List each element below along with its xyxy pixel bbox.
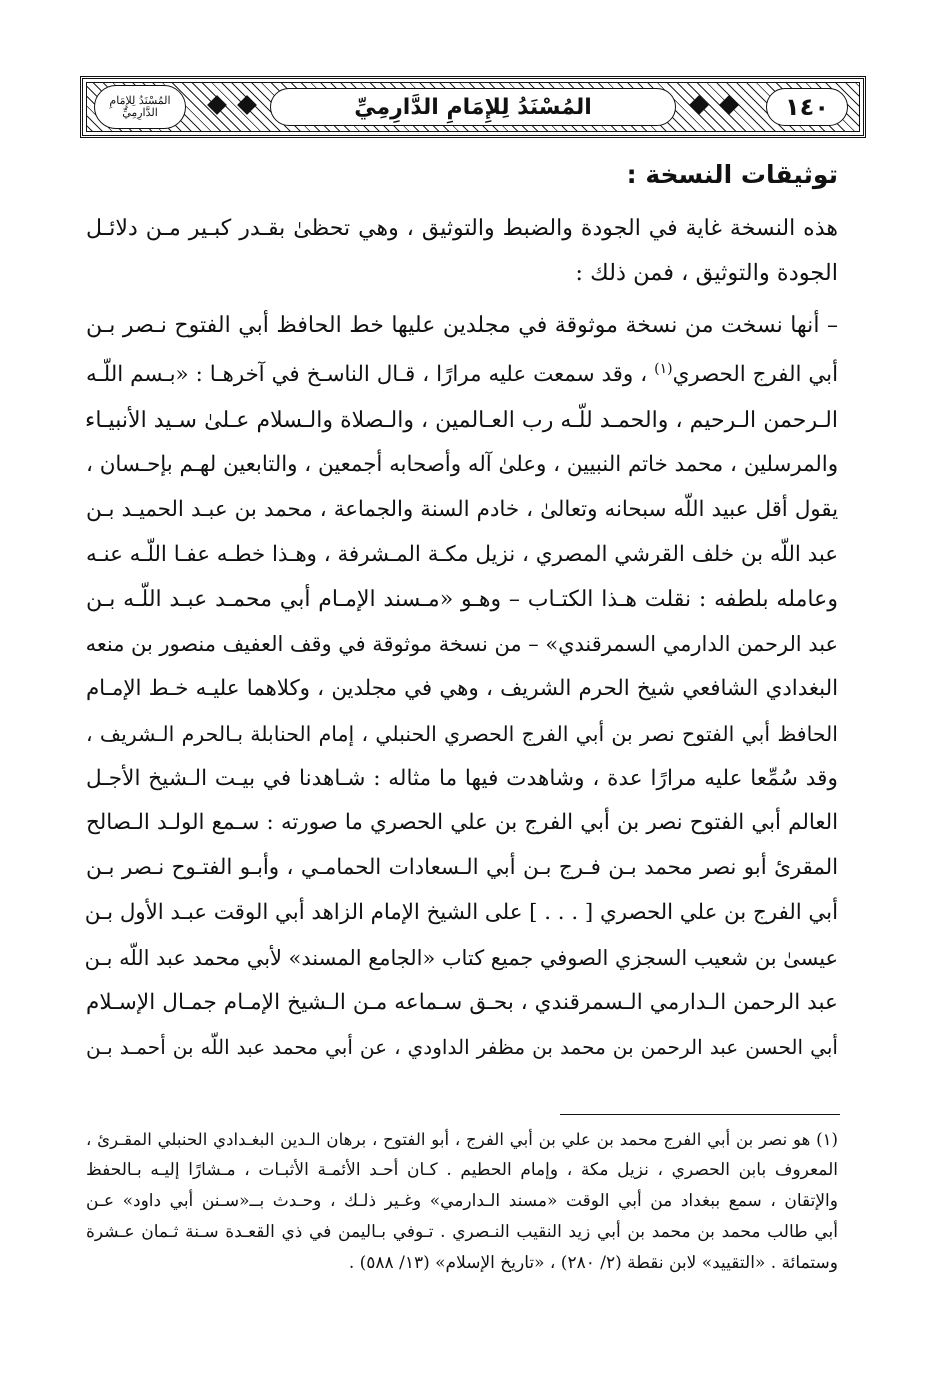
footnote [86,1124,838,1279]
running-title-box [270,88,676,126]
footnote-line: (١) هو نصر بن أبي الفرج محمد بن علي بن أبي الفرج ، أبو الفتوح ، برهان الـدين البغـدادي الحنبلي المقـرئ ، [86,1130,838,1149]
section-heading: توثيقات النسخة : [626,160,838,189]
text-line: عبد الرحمن الـدارمي الـسمرقندي ، بحـق سـماعه مـن الـشيخ الإمـام جمـال الإسـلام [86,989,838,1015]
body-paragraph [86,303,838,1071]
page-number: ١٤٠ [785,93,829,121]
text-line: البغدادي الشافعي شيخ الحرم الشريف ، وهي في مجلدين ، وكلاهما عليـه خـط الإمـام [86,676,838,702]
page-number-box [766,88,848,126]
text-line: عبد اللّه بن خلف القرشي المصري ، نزيل مكـة المـشرفة ، وهـذا خطـه عفـا اللّـه عنـه [86,541,838,567]
text-line: الحافظ أبي الفتوح نصر بن أبي الفرج الحصري الحنبلي ، إمام الحنابلة بـالحرم الـشريف ، [86,721,838,746]
text-line: وعامله بلطفه : نقلت هـذا الكتـاب – وهـو «مـسند الإمـام أبي محمـد عبـد اللّـه بـن [86,586,838,613]
running-title: المُسْنَدُ لِلإِمَامِ الدَّارِمِيِّ [354,94,592,120]
text-fragment: ، وقد سمعت عليه مرارًا ، قـال الناسـخ في آخرهـا : «بـسم اللّـه [86,362,648,388]
footnote-reference[interactable]: (١) [654,361,673,378]
text-line: والمرسلين ، محمد خاتم النبيين ، وعلىٰ آله وأصحابه أجمعين ، والتابعين لهـم بإحـسان ، [86,452,838,478]
footnote-line: أبي طالب محمد بن محمد بن أبي زيد النقيب النـصري . تـوفي بـاليمن في ذي القعـدة سـنة ثـمان عـشرة [86,1222,838,1242]
text-line: المقرئ أبو نصر محمد بـن فـرج بـن أبي الـسعادات الحمامـي ، وأبـو الفتـوح نـصر بـن [86,855,838,881]
intro-paragraph [86,206,838,296]
text-line: أبي الحسن عبد الرحمن بن محمد بن مظفر الداودي ، عن أبي محمد عبد اللّه بن أحمـد بـن [86,1035,838,1060]
footnote-line: والإتقان ، سمع ببغداد من أبي الوقت «مسند الـدارمي» وغـير ذلـك ، وحـدث بــ«سـنن أبي داود» عـن [86,1191,838,1211]
footnote-line: المعروف بابن الحصري ، نزيل مكة ، وإمام الحطيم . كـان أحـد الأئمـة الأثبـات ، مـشارًا إليـه بـالحفظ [86,1160,838,1180]
text-line: الـرحمن الـرحيم ، والحمـد للّـه رب العـالمين ، والـصلاة والـسلام عـلىٰ سـيد الأنبيـاء [84,407,838,434]
seal-text: المُسْنَدُ لِلإِمَامِ الدَّارِمِيِّ [109,94,171,119]
footnote-separator [560,1114,840,1115]
page-header [80,76,866,138]
text-line: يقول أقل عبيد اللّه سبحانه وتعالىٰ ، خادم السنة والجماعة ، محمد بن عبـد الحميـد بـن [86,496,838,522]
text-line: عبد الرحمن الدارمي السمرقندي» – من نسخة موثوقة في وقف العفيف منصور بن منعه [85,632,838,657]
text-line: هذه النسخة غاية في الجودة والضبط والتوثيق ، وهي تحظىٰ بقـدر كبـير مـن دلائـل [86,215,838,241]
book-seal-logo [94,85,186,129]
main-text [86,150,838,1070]
footnote-line: وستمائة . «التقييد» لابن نقطة (٢/ ٢٨٠) ، «تاريخ الإسلام» (١٣/ ٥٨٨) . [348,1253,838,1273]
text-fragment: أبي الفرج الحصري [672,362,838,388]
text-line: العالم أبي الفتوح نصر بن أبي الفرج بن علي الحصري ما صورته : سـمع الولـد الـصالح [86,810,838,836]
text-line: الجودة والتوثيق ، فمن ذلك : [575,259,838,286]
text-line: وقد سُمِّعا عليه مرارًا عدة ، وشاهدت فيها ما مثاله : شـاهدنا في بيـت الـشيخ الأجـل [86,765,838,791]
text-line: – أنها نسخت من نسخة موثوقة في مجلدين عليها خط الحافظ أبي الفتوح نـصر بـن [86,311,838,338]
text-line-with-footnote [86,347,838,398]
text-line: أبي الفرج بن علي الحصري [ . . . ] على الشيخ الإمام الزاهد أبي الوقت عبـد الأول بـن [84,900,838,926]
text-line: عيسىٰ بن شعيب السجزي الصوفي جميع كتاب «الجامع المسند» لأبي محمد عبد اللّه بـن [84,945,838,970]
